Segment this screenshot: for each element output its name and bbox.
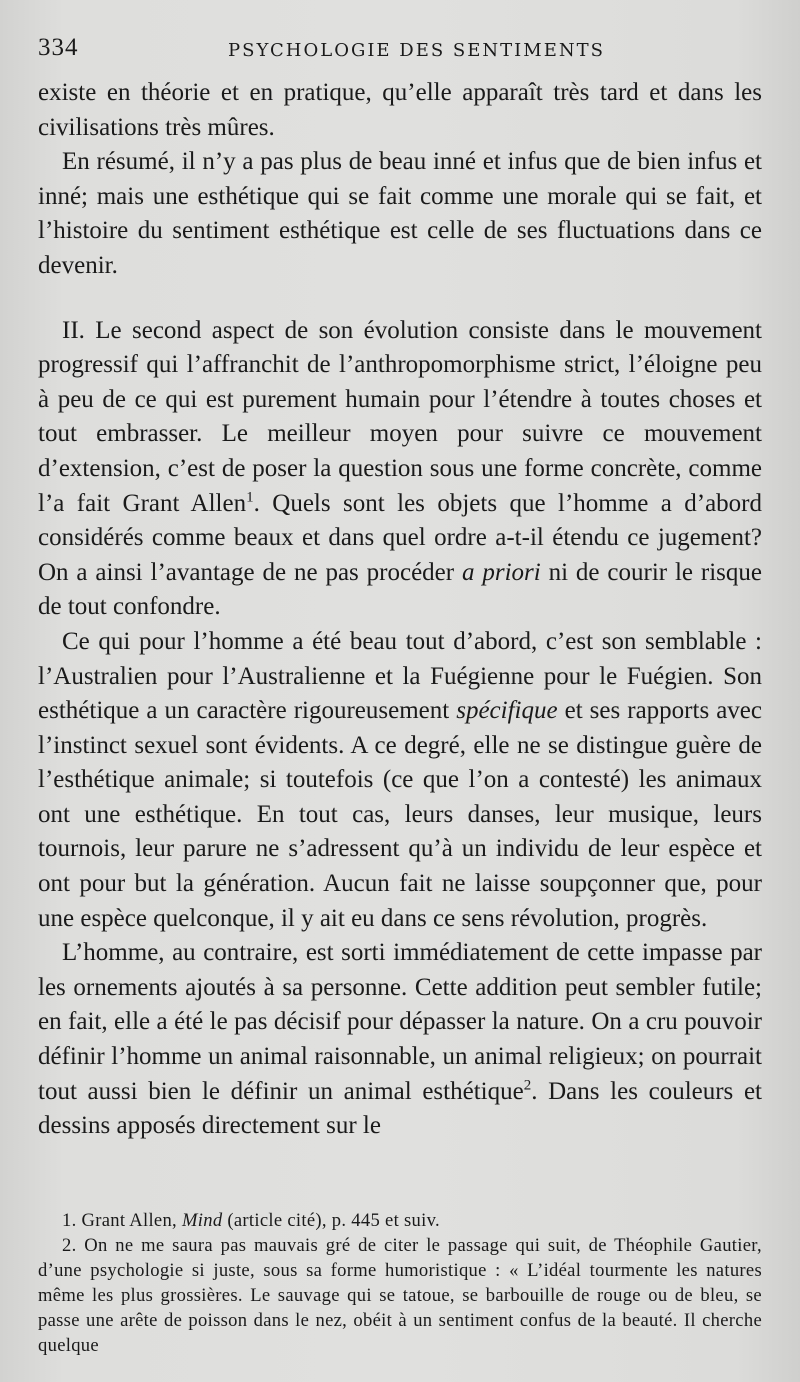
footnote-1: 1. Grant Allen, Mind (article cité), p. 445 et suiv. bbox=[62, 1210, 440, 1231]
page-header bbox=[38, 34, 762, 66]
body-text bbox=[38, 76, 762, 1144]
footnote-2: 2. On ne me saura pas mauvais gré de citer le passage qui suit, de Théophile Gautier, d’une psychologie si juste, sous sa forme humoristique : « L’idéal tourmente les natures même les plus grossières. Le sauvage qui se tatoue, se barbouille de rouge ou de bleu, se passe une arête de poisson dans le nez, obéit à un sentiment confus de la beauté. Il cherche quelque bbox=[38, 1235, 762, 1356]
italic-a-priori: a priori bbox=[461, 558, 541, 586]
running-head: PSYCHOLOGIE DES SENTIMENTS bbox=[228, 40, 605, 61]
paragraph-summary: En résumé, il n’y a pas plus de beau inné et infus que de bien infus et inné; mais une esthétique qui se fait comme une morale qui se fait, et l’histoire du sentiment esthétique est celle de ses fluctuations dans ce devenir. bbox=[38, 148, 762, 279]
paragraph-continuation: existe en théorie et en pratique, qu’elle apparaît très tard et dans les civilisations très mûres. bbox=[38, 79, 762, 141]
footnote-ref-1: 1 bbox=[246, 489, 254, 506]
page-number: 334 bbox=[38, 34, 79, 61]
paragraph-ornements: L’homme, au contraire, est sorti immédiatement de cette impasse par les ornements ajoutés à sa personne. Cette addition peut sembler futile; en fait, elle a été le pas décisif pour dépasser la nature. On a cru pouvoir définir l’homme un animal raisonnable, un animal religieux; on pourrait tout aussi bien le définir un animal esthétique$^2$. Dans les couleurs et dessins apposés directement sur le bbox=[38, 939, 762, 1140]
footnotes bbox=[38, 1208, 762, 1358]
paragraph-section-ii: II. Le second aspect de son évolution consiste dans le mouvement progressif qui l’affranchit de l’anthropomorphisme strict, l’éloigne peu à peu de ce qui est purement humain pour l’étendre à toutes choses et tout embrasser. Le meilleur moyen pour suivre ce mouvement d’extension, c’est de poser la question sous une forme concrète, comme l’a fait Grant Allen$^1$. Quels sont les objets que l’homme a d’abord considérés comme beaux et dans quel ordre a-t-il étendu ce jugement? On a ainsi l’avantage de ne pas procéder a priori ni de courir le risque de tout confondre. bbox=[38, 316, 763, 621]
paragraph-semblable: Ce qui pour l’homme a été beau tout d’abord, c’est son semblable : l’Australien pour l’Australienne et la Fuégienne pour le Fuégien. Son esthétique a un caractère rigoureusement spécifique et ses rapports avec l’instinct sexuel sont évidents. A ce degré, elle ne se distingue guère de l’esthétique animale; si toutefois (ce que l’on a contesté) les animaux ont une esthétique. En tout cas, leurs danses, leur musique, leurs tournois, leur parure ne s’adressent qu’à un individu de leur espèce et ont pour but la génération. Aucun fait ne laisse soupçonner que, pour une espèce quelconque, il y ait eu dans ce sens révolution, progrès. bbox=[38, 627, 762, 932]
italic-specifique: spécifique bbox=[456, 697, 558, 725]
footnote-ref-2: 2 bbox=[523, 1077, 532, 1094]
